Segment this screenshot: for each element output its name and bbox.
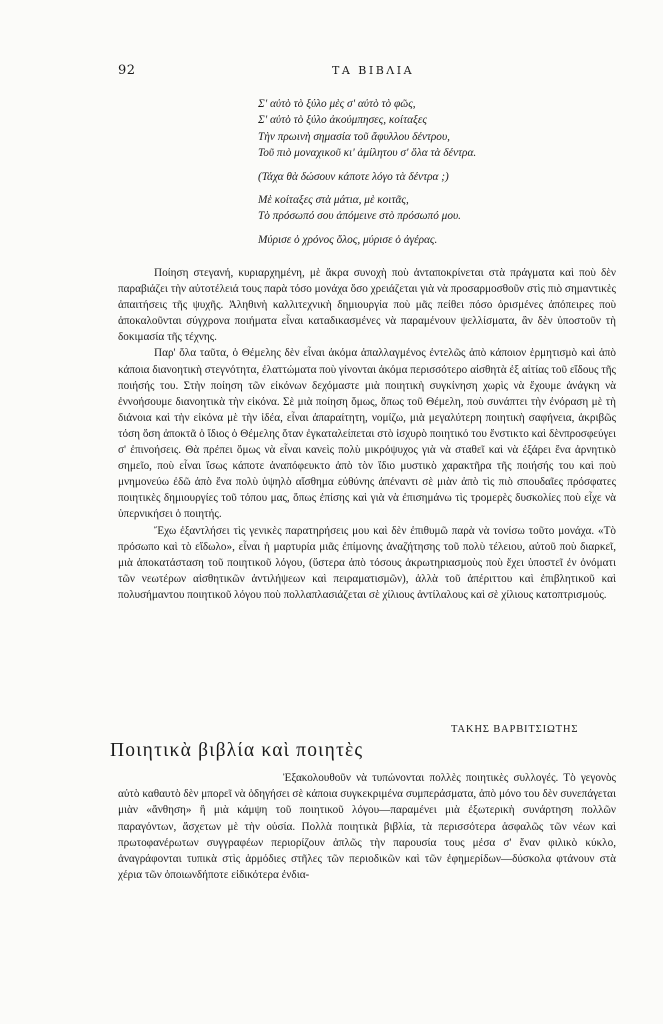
poem-line: (Τάχα θὰ δώσουν κάποτε λόγο τὰ δέντρα ;) xyxy=(258,170,449,183)
poem-stanza xyxy=(258,192,588,225)
poem-line: Τὴν πρωινὴ σημασία τοῦ ἄφυλλου δέντρου, xyxy=(258,130,450,143)
section-body xyxy=(118,770,616,883)
poem-line: Μύρισε ὁ χρόνος ὅλος, μύρισε ὁ ἀγέρας. xyxy=(258,233,438,246)
poem-line: Τὸ πρόσωπό σου ἀπόμεινε στὸ πρόσωπό μου. xyxy=(258,210,462,223)
running-head: ΤΑ ΒΙΒΛΙΑ xyxy=(332,64,415,77)
author-signature: ΤΑΚΗΣ ΒΑΡΒΙΤΣΙΩΤΗΣ xyxy=(451,724,579,735)
paragraph: Ἔχω ἐξαντλήσει τὶς γενικὲς παρατηρήσεις μου καὶ δὲν ἐπιθυμῶ παρὰ νὰ τονίσω τοῦτο μονάχα. «Τὸ πρόσωπο καὶ τὸ εἴδωλο», εἶναι ἡ μαρτυρία μιᾶς ἐπίμονης ἀναζήτησης τοῦ πολὺ τέλειου, αὐτοῦ ποὺ διαρκεῖ, μιὰ ἀποκατάσταση τοῦ ποιητικοῦ λόγου, (ὕστερα ἀπὸ τόσους ἀκρωτηριασμοὺς ποὺ ἔχει ὑποστεῖ ἐν ὀνόματι τῶν νεωτέρων αἰσθητικῶν ἀντιλήψεων καὶ πειραματισμῶν), ἀλλὰ τοῦ ἀπέριττου καὶ ἐπιβλητικοῦ καὶ πολυσήμαντου ποιητικοῦ λόγου ποὺ πολλαπλασιάζεται σὲ χίλιους ἀντίλαλους καὶ σὲ χίλιους κατοπτρισμούς. xyxy=(118,524,616,601)
poem-line: Μὲ κοίταξες στὰ μάτια, μὲ κοιτᾶς, xyxy=(258,194,409,207)
poem-line: Σ' αὐτὸ τὸ ξύλο ἀκούμπησες, κοίταξες xyxy=(258,114,427,127)
paragraph: Παρ' ὅλα ταῦτα, ὁ Θέμελης δὲν εἶναι ἀκόμα ἀπαλλαγμένος ἐντελῶς ἀπὸ κάποιον ἑρμητισμὸ καὶ ἀπὸ κάποια διανοητικὴ στεγνότητα, ἐλαττώματα ποὺ γίνονται ἀκόμα περισσότερο αἰσθητὰ ἐξ αἰτίας τοῦ εἴδους τῆς ποιήσής του. Στὴν ποίηση τῶν εἰκόνων δεχόμαστε μιὰ ποιητικὴ συγκίνηση χωρὶς νὰ ἔχουμε ἀνάγκη νὰ ἐννοήσουμε διανοητικὰ τὴν εἰκόνα. Σὲ μιὰ ποίηση ὅμως, ὅπως τοῦ Θέμελη, ποὺ συνάπτει τὴν ἐνόραση μὲ τὴ διάνοια καὶ τὴν εἰκόνα μὲ τὴν ἰδέα, εἶναι ἀπαραίτητη, νομίζω, μιὰ μεγαλύτερη ποιητικὴ σαφήνεια, ἀκριβῶς τόση ὅση ἀποκτᾶ ὁ ἴδιος ὁ Θέμελης ὅταν ἐγκαταλείπεται στὸ ἰσχυρὸ ποιητικό του ἔνστικτο καὶ δὲνπροσφεύγει σ' ἐπινοήσεις. Θὰ πρέπει ὅμως νὰ εἶναι κανεὶς πολὺ μικρόψυχος γιὰ νὰ σταθεῖ καὶ νὰ ἐξάρει ἕνα ἀρνητικὸ σημεῖο, ποὺ εἶναι ἴσως κάποτε ἀναπόφευκτο ἀπὸ τὸν ἴδιο μυστικὸ χαρακτῆρα τῆς ποιήσής του καὶ ποὺ μνημονεύω ἐδῶ ἀπὸ ἕνα πολὺ ὑψηλὸ αἴσθημα εὐθύνης ἀπέναντι σὲ μιὰν ἀπὸ τὶς πιὸ σπουδαῖες πρόσφατες ποιητικὲς δημιουργίες τοῦ τόπου μας, ὅπως ἐπίσης καὶ γιὰ νὰ ἐπισημάνω τὶς τρομερὲς δυσκολίες ποὺ εἶχε νὰ ὑπερνικήσει ὁ ποιητής. xyxy=(118,347,616,521)
review-body xyxy=(118,265,616,603)
poem-line: Τοῦ πιὸ μοναχικοῦ κι' ἀμίλητου σ' ὅλα τὰ δέντρα. xyxy=(258,147,477,160)
poem-line: Σ' αὐτὸ τὸ ξύλο μὲς σ' αὐτὸ τὸ φῶς, xyxy=(258,98,416,110)
page-number: 92 xyxy=(118,63,136,78)
paragraph: Ἐξακολουθοῦν νὰ τυπώνονται πολλὲς ποιητικὲς συλλογές. Τὸ γεγονὸς αὐτὸ καθαυτὸ δὲν μπορεῖ νὰ ὁδηγήσει σὲ κάποια συγκεκριμένα συμπεράσματα, ἀπὸ μόνο του δὲν συνεπάγεται μιὰν «ἄνθηση» ἢ μιὰ κάμψη τοῦ ποιητικοῦ λόγου—παραμένει μιὰ ἐξωτερικὴ συνάρτηση πολλῶν παραγόντων, ἄσχετων μὲ τὴν οὐσία. Πολλὰ ποιητικὰ βιβλία, τὰ περισσότερα ἀσφαλῶς τῶν νέων καὶ πρωτοφανέρωτων συγγραφέων περιορίζουν ἁπλῶς τὴν παρουσία τους μέσα σ' ἕναν φιλικὸ κύκλο, ἀναγράφονται τυπικὰ στὶς ἁρμόδιες στῆλες τῶν περιοδικῶν καὶ τῶν ἐφημερίδων—δύσκολα φτάνουν στὰ χέρια τῶν ὁποιωνδήποτε εἰδικότερα ἐνδια- xyxy=(118,772,616,882)
paragraph: Ποίηση στεγανή, κυριαρχημένη, μὲ ἄκρα συνοχὴ ποὺ ἀνταποκρίνεται στὰ πράγματα καὶ ποὺ δὲν παραβιάζει τὴν αὐτοτέλειά τους παρὰ τόσο μονάχα ὅσο χρειάζεται γιὰ νὰ προσαρμοσθοῦν στὶς πιὸ σημαντικὲς ἀπαιτήσεις τῆς ψυχῆς. Ἀληθινὴ καλλιτεχνικὴ δημιουργία ποὺ μᾶς πείθει πόσο ὁρισμένες ἀπόπειρες ποὺ ἀποκαλοῦνται σύγχρονα ποιήματα εἶναι καταδικασμένες νὰ παραμένουν ψελλίσματα, ἂν δὲν ὑποστοῦν τὴ δοκιμασία τῆς τέχνης. xyxy=(118,267,616,344)
section-title: Ποιητικὰ βιβλία καὶ ποιητὲς xyxy=(110,740,364,761)
poem-stanza xyxy=(258,232,588,248)
poem-stanza xyxy=(258,96,588,162)
poem-stanza xyxy=(258,169,588,185)
poem-excerpt xyxy=(258,96,588,255)
